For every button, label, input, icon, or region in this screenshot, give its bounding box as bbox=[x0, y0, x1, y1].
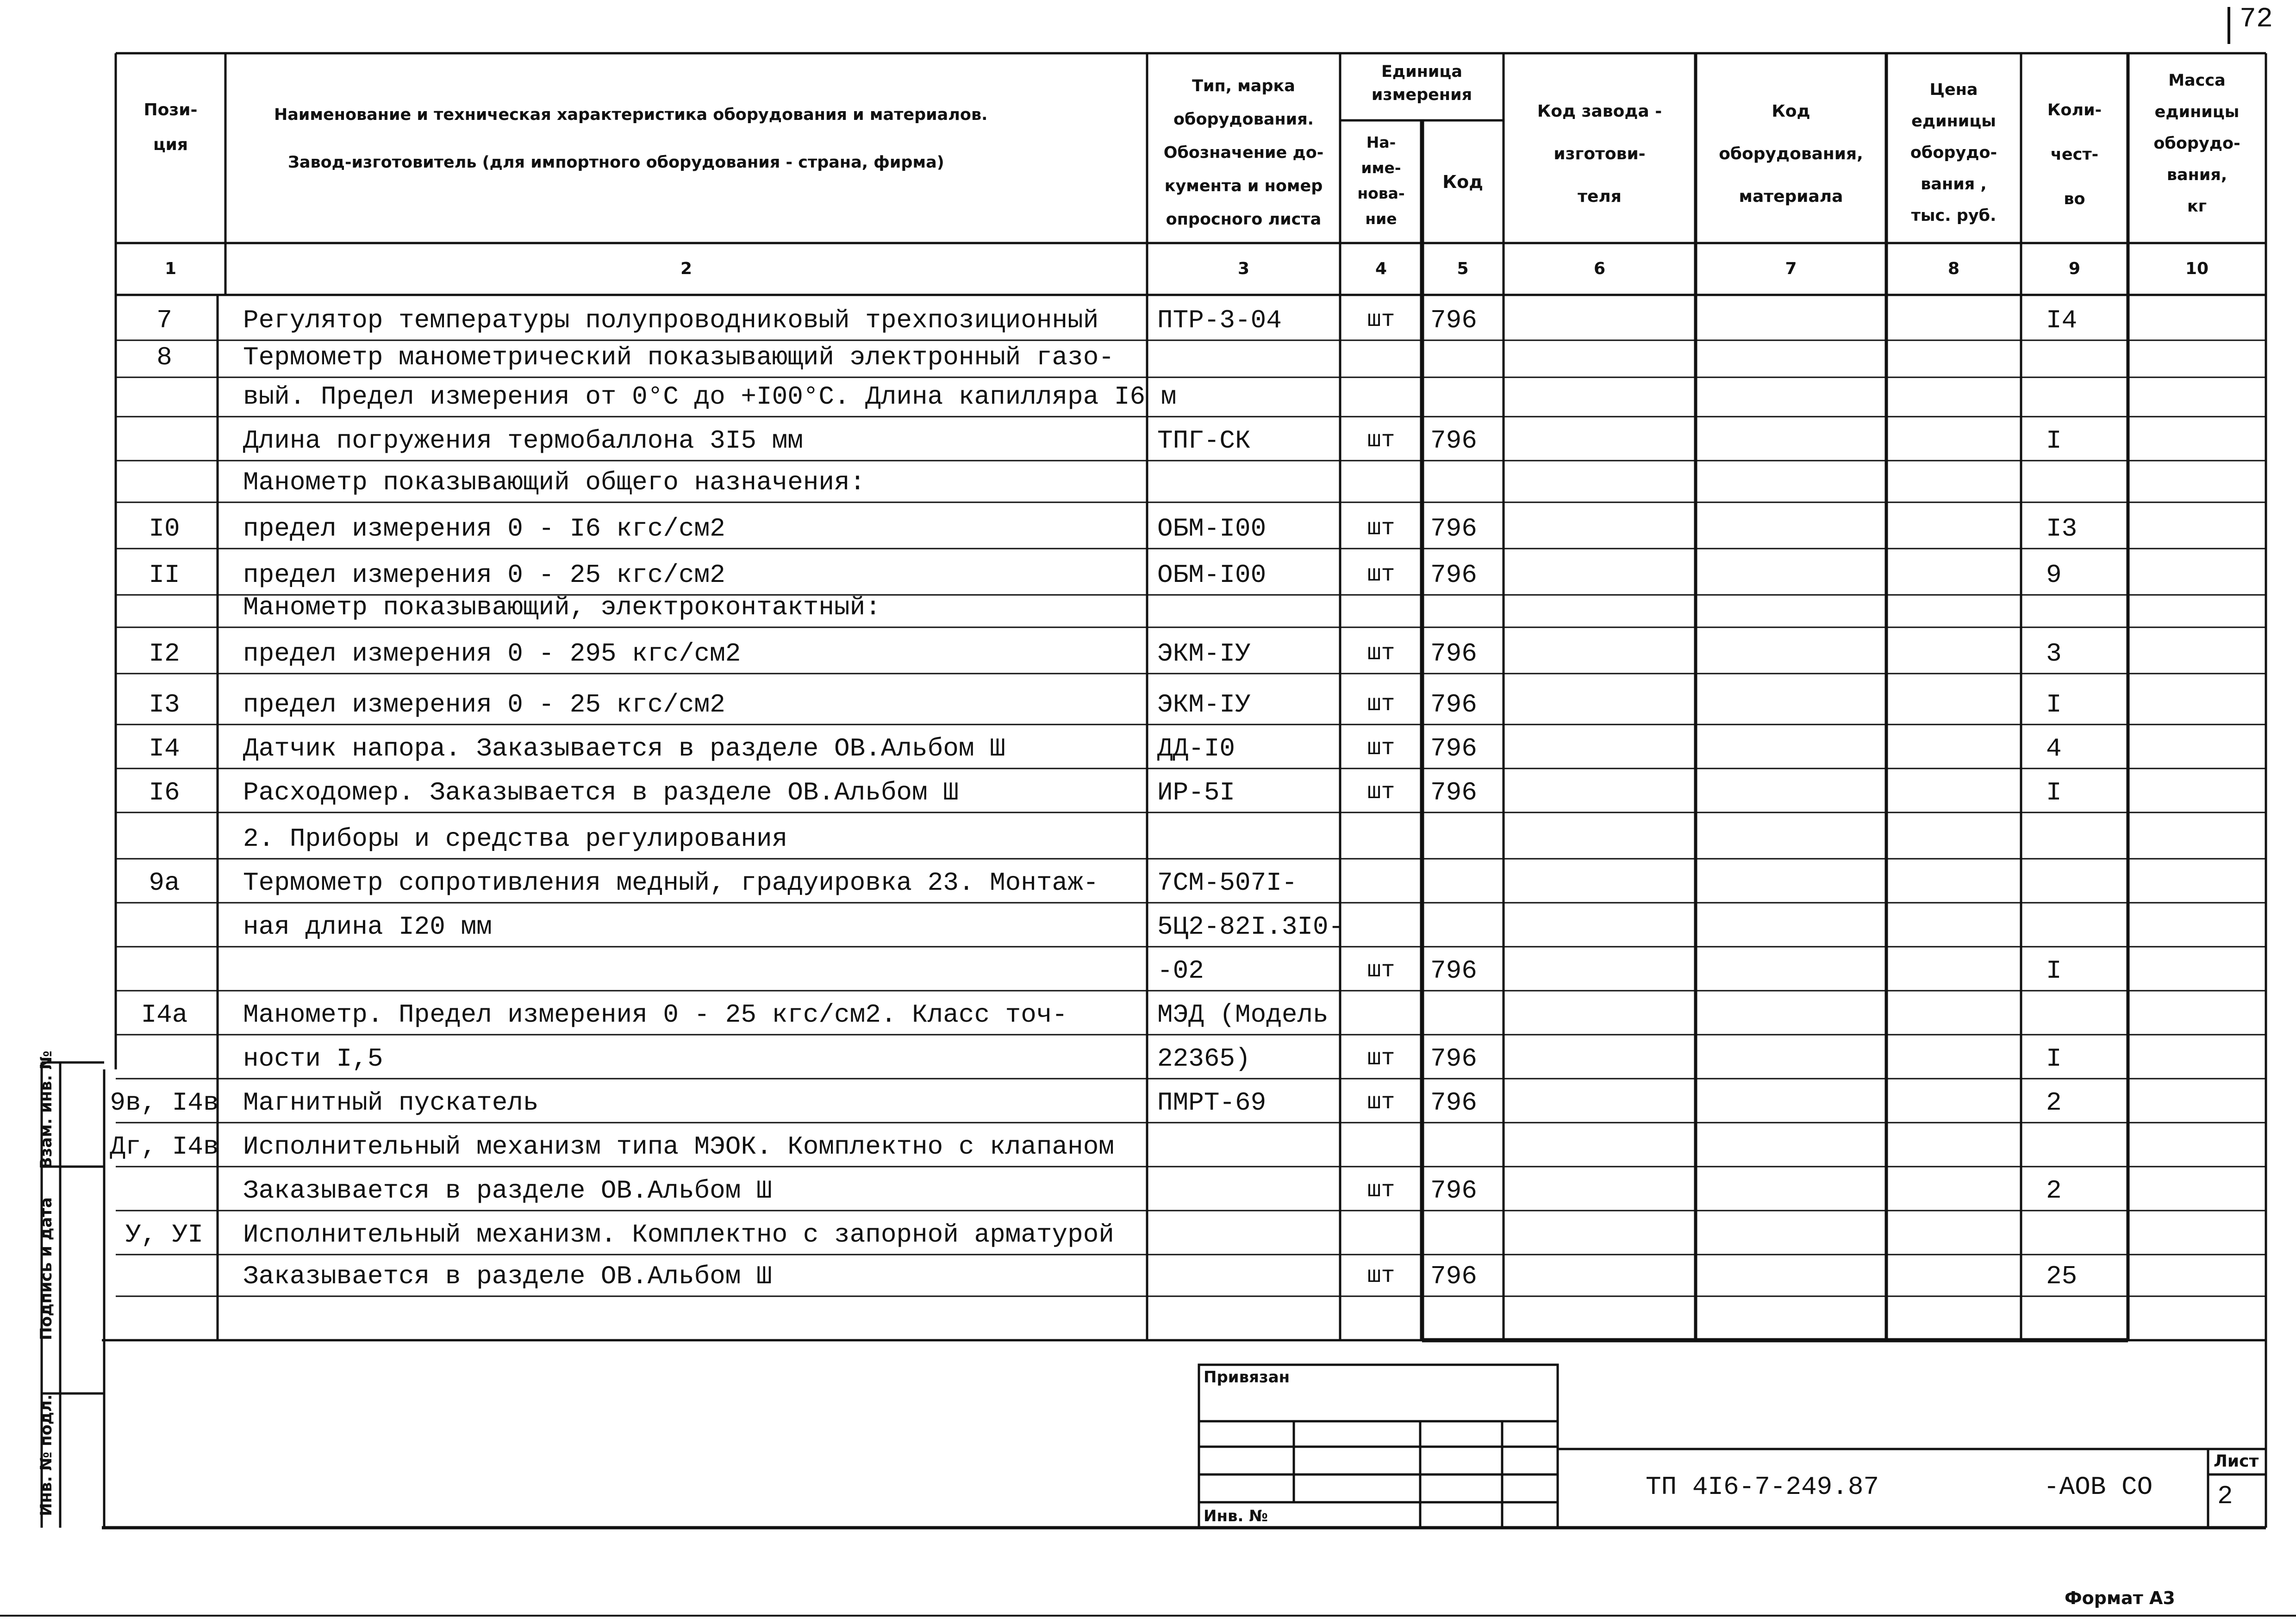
row-name: предел измерения 0 - 295 кгс/см2 bbox=[243, 639, 741, 668]
column-number: 1 bbox=[164, 259, 177, 278]
row-name: Длина погружения термобаллона 3I5 мм bbox=[243, 426, 803, 456]
row-name: Заказывается в разделе ОВ.Альбом Ш bbox=[243, 1262, 772, 1291]
row-unit-code: 796 bbox=[1430, 514, 1477, 543]
row-name: ности I,5 bbox=[243, 1044, 383, 1074]
row-unit: шт bbox=[1367, 640, 1395, 667]
row-quantity: I bbox=[2046, 1044, 2062, 1074]
document-suffix: -АОВ СО bbox=[2044, 1472, 2153, 1502]
column-number: 4 bbox=[1375, 259, 1387, 278]
row-quantity: 2 bbox=[2046, 1088, 2062, 1118]
row-name: Термометр манометрический показывающий электронный газо- bbox=[243, 343, 1114, 372]
row-name: Заказывается в разделе ОВ.Альбом Ш bbox=[243, 1176, 772, 1206]
row-position: II bbox=[149, 560, 180, 590]
row-name: Исполнительный механизм. Комплектно с запорной арматурой bbox=[243, 1220, 1114, 1249]
row-name: Манометр показывающий общего назначения: bbox=[243, 468, 866, 497]
row-unit-code: 796 bbox=[1430, 690, 1477, 719]
row-quantity: I bbox=[2046, 426, 2062, 456]
podpis-data-label: Подпись и дата bbox=[37, 1197, 56, 1340]
row-name: Манометр показывающий, электроконтактный: bbox=[243, 593, 881, 622]
row-name: Датчик напора. Заказывается в разделе ОВ.Альбом Ш bbox=[243, 734, 1005, 763]
row-position: 7 bbox=[156, 306, 172, 335]
row-unit-code: 796 bbox=[1430, 1262, 1477, 1291]
column-number: 5 bbox=[1457, 259, 1469, 278]
row-unit: шт bbox=[1367, 1177, 1395, 1204]
row-type: ЭКМ-IУ bbox=[1157, 639, 1251, 668]
row-position: I6 bbox=[149, 778, 180, 807]
row-unit-code: 796 bbox=[1430, 560, 1477, 590]
row-unit: шт bbox=[1367, 1045, 1395, 1072]
row-quantity: 3 bbox=[2046, 639, 2062, 668]
row-unit-code: 796 bbox=[1430, 1088, 1477, 1118]
vzam-inv-label: Взам. инв. № bbox=[37, 1050, 56, 1169]
sheet-label: Лист bbox=[2214, 1452, 2259, 1471]
header-name-line2: Завод-изготовитель (для импортного оборудования - страна, фирма) bbox=[288, 153, 944, 172]
row-position: I3 bbox=[149, 690, 180, 719]
row-unit: шт bbox=[1367, 427, 1395, 454]
row-position: Дг, I4в bbox=[110, 1132, 219, 1162]
row-unit-code: 796 bbox=[1430, 1176, 1477, 1206]
row-type: ПТР-3-04 bbox=[1157, 306, 1282, 335]
row-type: МЭД (Модель bbox=[1157, 1000, 1329, 1030]
row-type: ДД-I0 bbox=[1157, 734, 1235, 763]
row-position: I4а bbox=[141, 1000, 188, 1030]
row-unit: шт bbox=[1367, 307, 1395, 333]
row-unit-code: 796 bbox=[1430, 426, 1477, 456]
header-unit-name: На- име- нова- ние bbox=[1357, 133, 1405, 228]
row-position: I2 bbox=[149, 639, 180, 668]
header-unit-price: Цена единицы оборудо- вания , тыс. руб. bbox=[1910, 81, 1997, 225]
header-factory-code: Код завода - изготови- теля bbox=[1537, 102, 1662, 206]
row-name: ная длина I20 мм bbox=[243, 912, 492, 942]
header-unit-mass: Масса единицы оборудо- вания, кг bbox=[2153, 71, 2240, 216]
row-position: 8 bbox=[156, 343, 172, 372]
row-unit: шт bbox=[1367, 1089, 1395, 1116]
row-unit-code: 796 bbox=[1430, 639, 1477, 668]
column-number: 8 bbox=[1947, 259, 1960, 278]
inv-podl-label: Инв. № подл. bbox=[37, 1394, 56, 1516]
row-name: 2. Приборы и средства регулирования bbox=[243, 824, 788, 854]
row-type: 22365) bbox=[1157, 1044, 1251, 1074]
row-position: 9а bbox=[149, 868, 180, 898]
row-unit-code: 796 bbox=[1430, 734, 1477, 763]
row-position: I4 bbox=[149, 734, 180, 763]
row-position: 9в, I4в bbox=[110, 1088, 219, 1118]
row-name: предел измерения 0 - 25 кгс/см2 bbox=[243, 560, 725, 590]
header-name-line1: Наименование и техническая характеристика оборудования и материалов. bbox=[274, 106, 988, 124]
privyazan-label: Привязан bbox=[1204, 1368, 1290, 1387]
header-quantity: Коли- чест- во bbox=[2047, 101, 2102, 208]
row-unit-code: 796 bbox=[1430, 1044, 1477, 1074]
row-quantity: I bbox=[2046, 690, 2062, 719]
row-type: ПМРТ-69 bbox=[1157, 1088, 1267, 1118]
row-quantity: I4 bbox=[2046, 306, 2078, 335]
row-name: Манометр. Предел измерения 0 - 25 кгс/см2. Класс точ- bbox=[243, 1000, 1068, 1030]
row-unit: шт bbox=[1367, 957, 1395, 984]
column-number: 3 bbox=[1237, 259, 1250, 278]
row-position: I0 bbox=[149, 514, 180, 543]
row-name: Исполнительный механизм типа МЭОК. Комплектно с клапаном bbox=[243, 1132, 1114, 1162]
row-name: Регулятор температуры полупроводниковый трехпозиционный bbox=[243, 306, 1099, 335]
format-label: Формат А3 bbox=[2065, 1588, 2175, 1608]
row-unit: шт bbox=[1367, 735, 1395, 762]
row-name: предел измерения 0 - 25 кгс/см2 bbox=[243, 690, 725, 719]
row-unit-code: 796 bbox=[1430, 306, 1477, 335]
row-unit: шт bbox=[1367, 691, 1395, 718]
row-quantity: 25 bbox=[2046, 1262, 2078, 1291]
header-position: Пози- ция bbox=[144, 100, 198, 154]
row-unit: шт bbox=[1367, 562, 1395, 588]
row-unit-code: 796 bbox=[1430, 956, 1477, 986]
sheet-number: 2 bbox=[2217, 1481, 2233, 1511]
row-type: 7СМ-507I- bbox=[1157, 868, 1298, 898]
row-type: ТПГ-СК bbox=[1157, 426, 1251, 456]
header-unit-code: Код bbox=[1442, 172, 1483, 192]
row-name: Расходомер. Заказывается в разделе ОВ.Альбом Ш bbox=[243, 778, 959, 807]
row-quantity: I3 bbox=[2046, 514, 2078, 543]
header-equipment-code: Код оборудования, материала bbox=[1719, 102, 1863, 206]
header-type: Тип, марка оборудования. Обозначение до- кумента и номер опросного листа bbox=[1163, 77, 1324, 229]
column-number: 9 bbox=[2068, 259, 2081, 278]
row-unit: шт bbox=[1367, 779, 1395, 806]
column-number: 2 bbox=[680, 259, 693, 278]
row-type: ЭКМ-IУ bbox=[1157, 690, 1251, 719]
row-quantity: 2 bbox=[2046, 1176, 2062, 1206]
row-name: Термометр сопротивления медный, градуировка 23. Монтаж- bbox=[243, 868, 1099, 898]
column-number: 6 bbox=[1593, 259, 1606, 278]
row-quantity: 9 bbox=[2046, 560, 2062, 590]
document-code: ТП 4I6-7-249.87 bbox=[1646, 1472, 1879, 1502]
row-type: ОБМ-I00 bbox=[1157, 560, 1267, 590]
row-unit: шт bbox=[1367, 515, 1395, 542]
column-number: 10 bbox=[2185, 259, 2209, 278]
row-quantity: 4 bbox=[2046, 734, 2062, 763]
row-type: 5Ц2-82I.3I0- bbox=[1157, 912, 1344, 942]
row-position: У, УI bbox=[125, 1220, 204, 1249]
row-unit-code: 796 bbox=[1430, 778, 1477, 807]
row-type: -02 bbox=[1157, 956, 1204, 986]
row-type: ОБМ-I00 bbox=[1157, 514, 1267, 543]
row-quantity: I bbox=[2046, 956, 2062, 986]
row-name: предел измерения 0 - I6 кгс/см2 bbox=[243, 514, 725, 543]
row-unit: шт bbox=[1367, 1263, 1395, 1289]
row-type: ИР-5I bbox=[1157, 778, 1235, 807]
row-quantity: I bbox=[2046, 778, 2062, 807]
column-number: 7 bbox=[1785, 259, 1797, 278]
row-name: Магнитный пускатель bbox=[243, 1088, 539, 1118]
page-number: 72 bbox=[2240, 4, 2273, 35]
row-name: вый. Предел измерения от 0°С до +I00°С. Длина капилляра I6 м bbox=[243, 382, 1177, 412]
inv-no-label: Инв. № bbox=[1204, 1507, 1268, 1525]
header-unit-group: Единица измерения bbox=[1371, 62, 1472, 104]
